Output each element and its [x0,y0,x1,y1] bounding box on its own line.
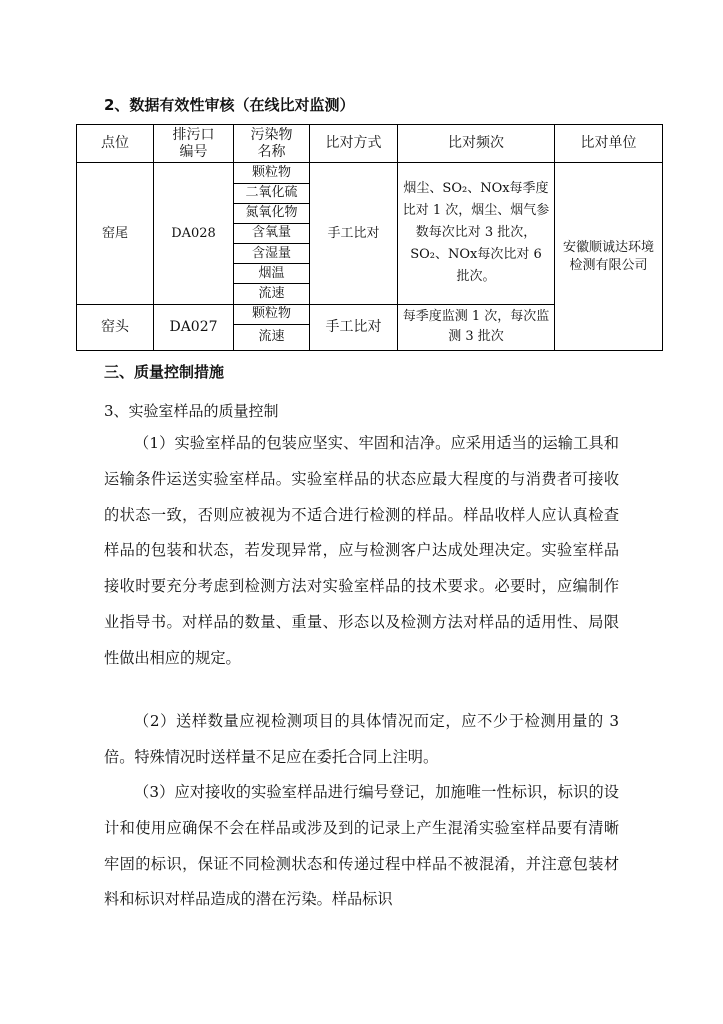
outlet-cell: DA028 [154,163,234,304]
pollutant-cell: 颗粒物 [234,304,310,324]
pollutant-cell: 烟温 [234,264,310,284]
comparison-monitoring-table [76,124,663,351]
pollutant-cell: 氮氧化物 [234,203,310,223]
header-cell: 排污口 编号 [154,125,234,163]
pollutant-cell: 二氧化硫 [234,183,310,203]
section-heading: 2、数据有效性审核（在线比对监测） [104,96,355,114]
point-cell: 窑尾 [77,163,154,304]
table-header-row [77,125,663,163]
header-cell: 污染物 名称 [234,125,310,163]
header-cell: 比对方式 [310,125,398,163]
pollutant-cell: 含氧量 [234,223,310,243]
header-cell: 比对单位 [555,125,663,163]
method-cell: 手工比对 [310,304,398,350]
pollutant-cell: 流速 [234,284,310,304]
subsection-title: 3、实验室样品的质量控制 [104,402,279,420]
method-cell: 手工比对 [310,163,398,304]
pollutant-cell: 含湿量 [234,244,310,264]
frequency-cell: 每季度监测 1 次，每次监测 3 批次 [398,304,555,350]
unit-cell: 安徽顺诚达环境检测有限公司 [555,163,663,351]
section-title: 三、质量控制措施 [104,363,225,381]
pollutant-cell: 颗粒物 [234,163,310,183]
frequency-cell: 烟尘、SO₂、NOx每季度比对 1 次，烟尘、烟气参数每次比对 3 批次，SO₂、NOx每次比对 6 批次。 [398,163,555,304]
paragraph: （2）送样数量应视检测项目的具体情况而定，应不少于检测用量的 3 倍。特殊情况时送样量不足应在委托合同上注明。 [104,712,619,766]
header-cell: 比对频次 [398,125,555,163]
paragraph: （1）实验室样品的包装应坚实、牢固和洁净。应采用适当的运输工具和运输条件运送实验室样品。实验室样品的状态应最大程度的与消费者可接收的状态一致，否则应被视为不适合进行检测的样品。样品收样人应认真检查样品的包装和状态，若发现异常，应与检测客户达成处理决定。实验室样品接收时要充分考虑到检测方法对实验室样品的技术要求。必要时，应编制作业指导书。对样品的数量、重量、形态以及检测方法对样品的适用性、局限性做出相应的规定。 [104,434,619,667]
outlet-cell: DA027 [154,304,234,350]
point-cell: 窑头 [77,304,154,350]
header-cell: 点位 [77,125,154,163]
pollutant-cell: 流速 [234,324,310,350]
table-row [77,163,663,183]
paragraph: （3）应对接收的实验室样品进行编号登记，加施唯一性标识，标识的设计和使用应确保不会在样品或涉及到的记录上产生混淆实验室样品要有清晰牢固的标识，保证不同检测状态和传递过程中样品不被混淆，并注意包装材料和标识对样品造成的潜在污染。样品标识 [104,783,619,909]
